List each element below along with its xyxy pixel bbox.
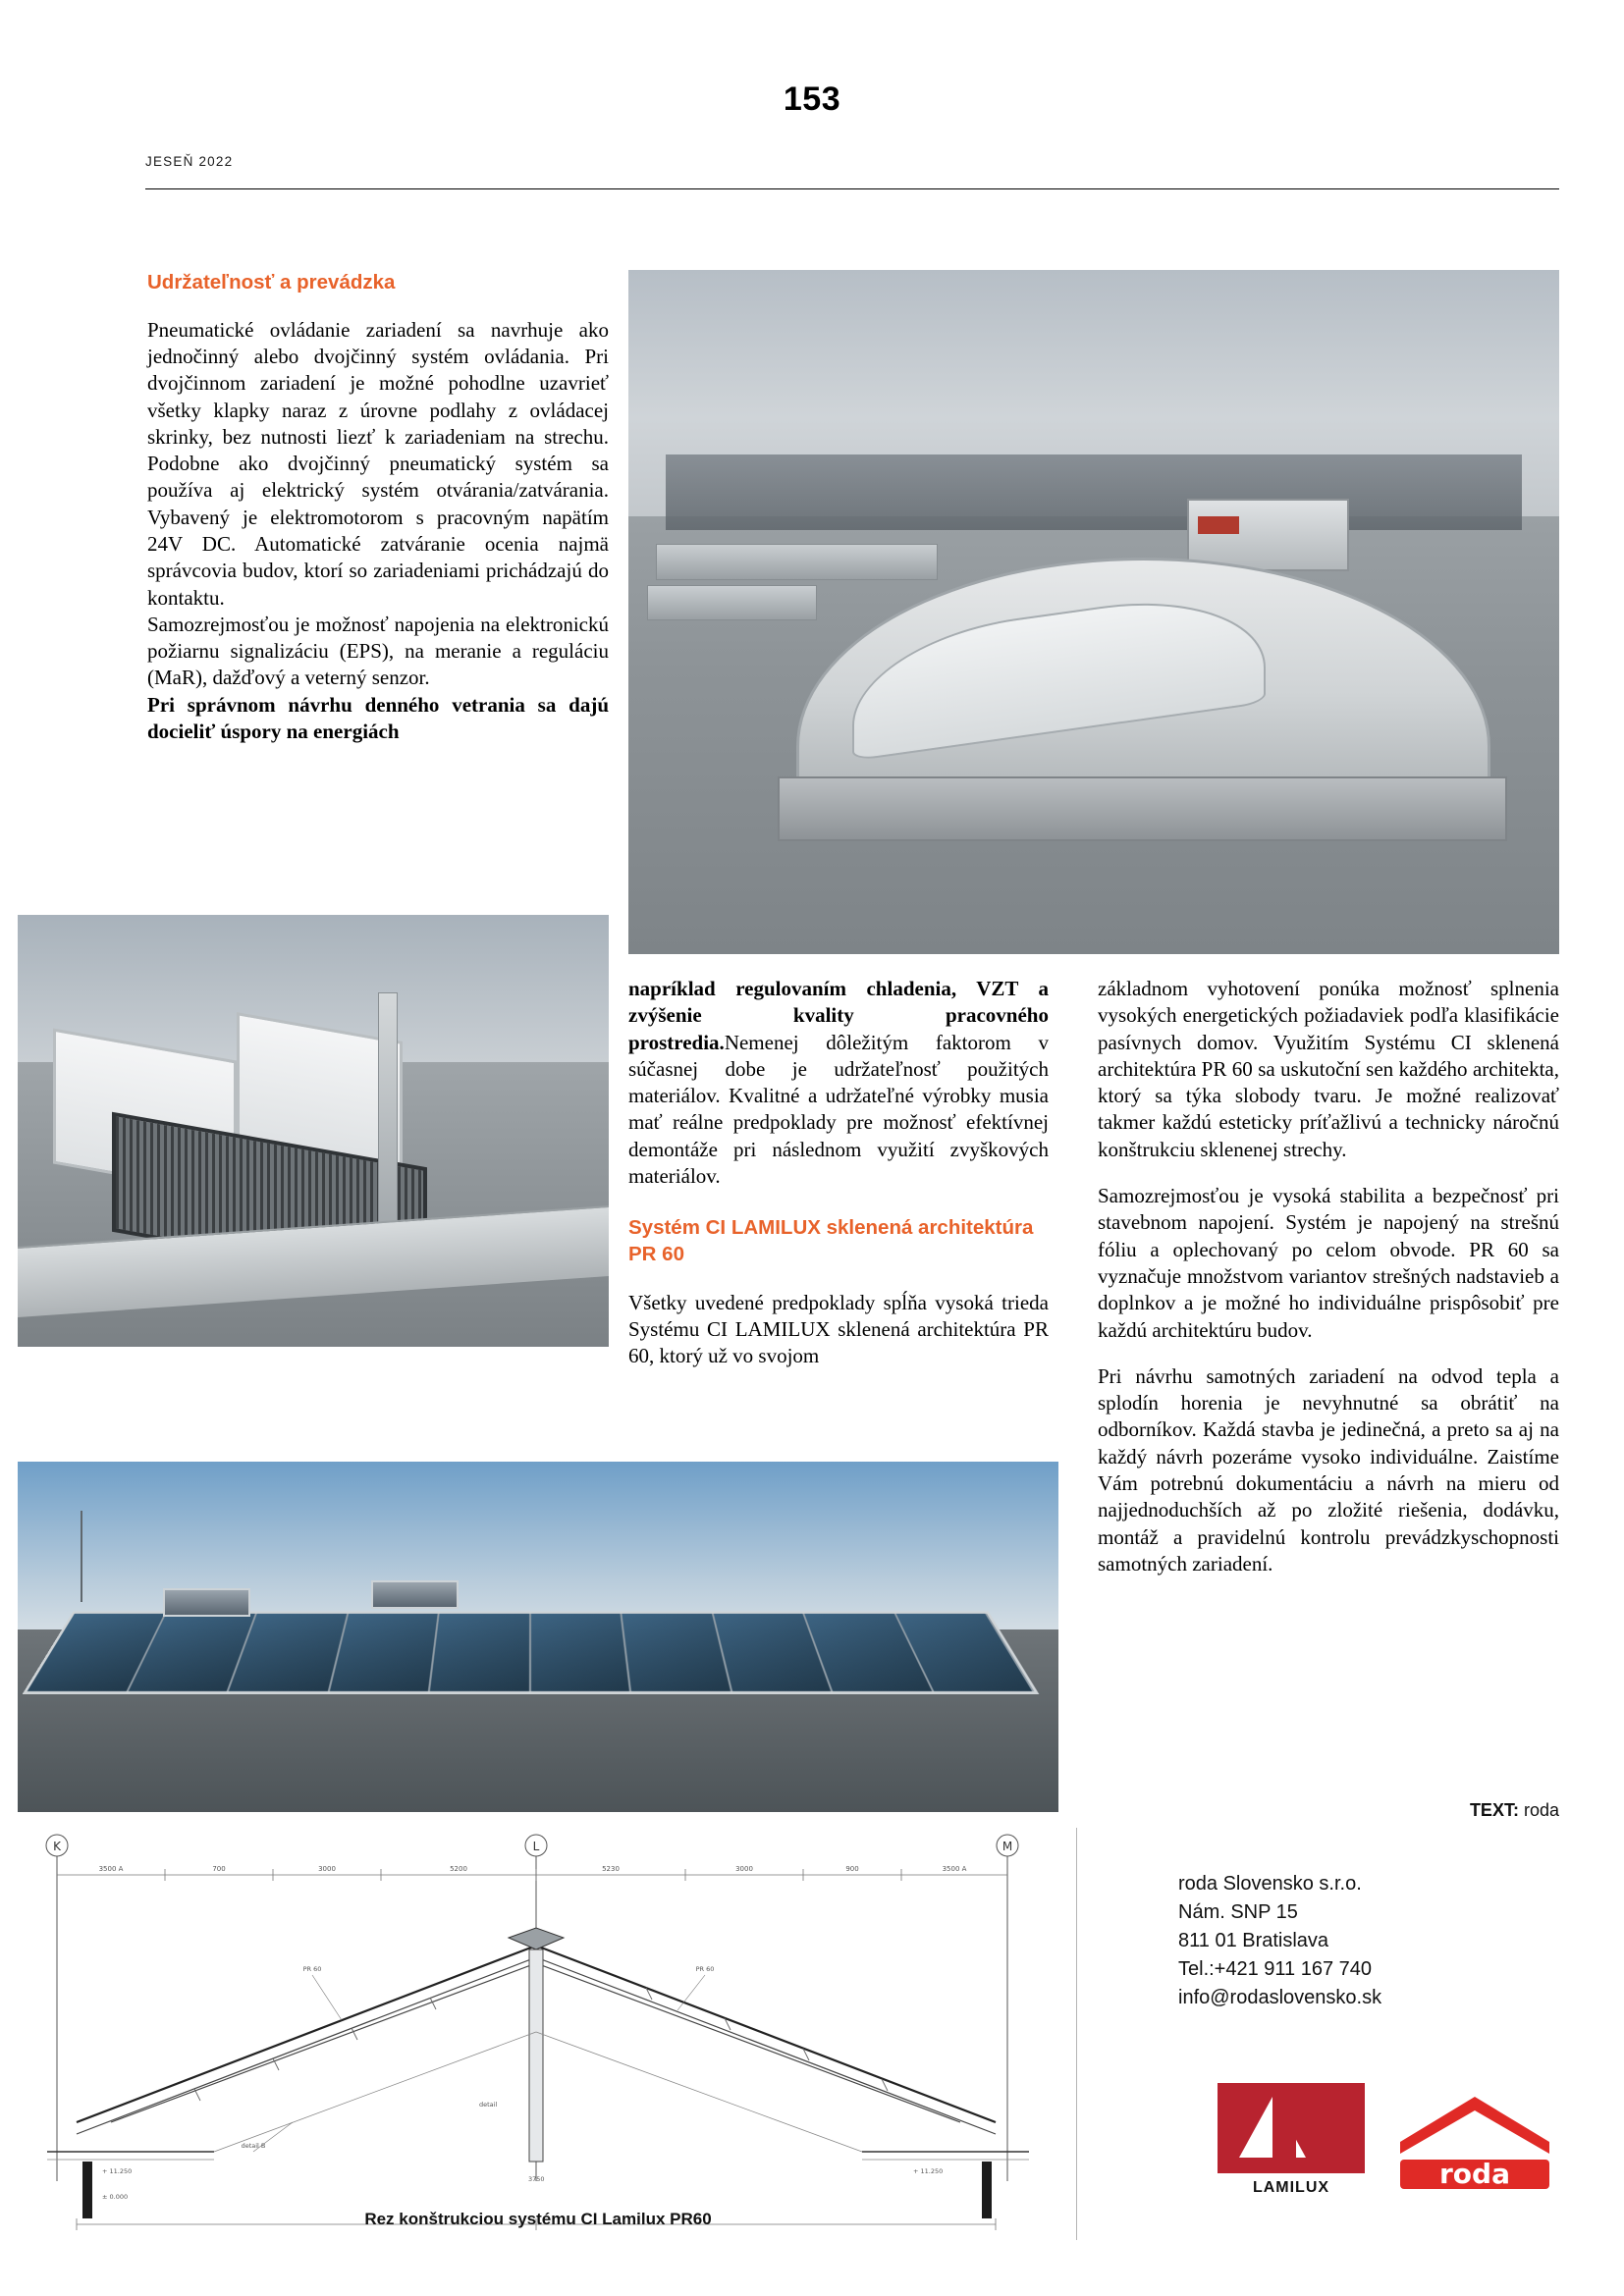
page-number: 153 — [783, 80, 841, 118]
svg-text:3750: 3750 — [528, 2175, 545, 2183]
right-paragraph-3: Pri návrhu samotných zariadení na odvod tepla a splodín horenia je nevyhnutné sa obrátiť na odborníkov. Každá stavba je jedinečná, a preto sa aj na každý návrh pozeráme vysoko individuálne. Zaistíme Vám potrebnú dokumentáciu a návrh na mieru od najjednoduchších až po zložité riešenia, dodávku, montáž a pravidelnú kontrolu prevádzkyschopnosti samotných zariadení. — [1098, 1363, 1559, 1575]
background-buildings — [666, 454, 1522, 530]
glass-panel-band — [23, 1611, 1039, 1693]
roda-logo — [1390, 2089, 1559, 2199]
logo-strip — [1218, 2083, 1559, 2209]
svg-text:5230: 5230 — [602, 1865, 620, 1873]
middle-subheading: Systém CI LAMILUX sklenená architektúra PR 60 — [628, 1216, 1034, 1266]
antenna-mast — [81, 1511, 82, 1602]
roof-hatch-1 — [163, 1588, 250, 1617]
roof-hatch-2 — [371, 1580, 459, 1609]
middle-lead-paragraph — [628, 976, 1049, 1190]
svg-text:L: L — [532, 1840, 540, 1853]
contact-company: roda Slovensko s.r.o. — [1178, 1873, 1362, 1895]
svg-text:5200: 5200 — [450, 1865, 467, 1873]
left-paragraph-2: Samozrejmosťou je možnosť napojenia na elektronickú požiarnu signalizáciu (EPS), na meranie a reguláciu (MaR), dažďový a veterný senzor. — [147, 612, 609, 690]
section-heading: Udržateľnosť a prevádzka — [147, 271, 396, 294]
credit-label: TEXT: — [1469, 1800, 1519, 1820]
left-paragraph-1: Pneumatické ovládanie zariadení sa navrhuje ako jednočinný alebo dvojčinný systém ovládania. Pri dvojčinnom zariadení je možné pohodlne uzavrieť všetky klapky naraz z úrovne podlahy z ovládacej skrinky, bez nutnosti liezť k zariadeniam na strechu. Podobne ako dvojčinný pneumatický systém sa používa aj elektrický systém otvárania/zatvárania. Vybavený je elektromotorom s pracovným napätím 24V DC. Automatické zatváranie ocenia najmä správcovia budov, ktorí so zariadeniami prichádzajú do kontaktu. — [147, 317, 609, 610]
contact-street: Nám. SNP 15 — [1178, 1901, 1298, 1923]
lamilux-logo-text: LAMILUX — [1252, 2179, 1330, 2196]
roof-light-strip-1 — [656, 544, 937, 580]
roda-logo-mark — [1390, 2089, 1559, 2199]
svg-text:700: 700 — [212, 1865, 226, 1873]
middle-lead-bold: napríklad regulovaním chladenia, VZT a zvýšenie kvality pracovného prostredia. — [628, 977, 1049, 1054]
left-paragraph-3: Pri správnom návrhu denného vetrania sa dajú docieliť úspory na energiách — [147, 692, 609, 744]
credit-value: roda — [1523, 1800, 1559, 1820]
photo-glazed-roof-ridge — [18, 1462, 1058, 1812]
svg-text:3500 A: 3500 A — [942, 1865, 967, 1873]
svg-text:± 0.000: ± 0.000 — [102, 2193, 129, 2201]
svg-text:detail: detail — [479, 2101, 498, 2109]
svg-text:M: M — [1001, 1840, 1013, 1853]
right-paragraph-1: základnom vyhotovení ponúka možnosť splnenia vysokých energetických požiadaviek podľa klasifikácie pasívnych domov. Využitím Systému CI sklenená architektúra PR 60 sa uskutoční sen každého architekta, ktorý sa týka slobody tvaru. Je možné realizovať takmer každú esteticky príťažlivú a technicky náročnú konštrukciu sklenenej strechy. — [1098, 977, 1559, 1161]
svg-text:roda: roda — [1439, 2158, 1510, 2190]
right-text-column — [1098, 976, 1559, 1597]
svg-text:900: 900 — [845, 1865, 859, 1873]
text-credit — [1098, 1800, 1559, 1821]
middle-text-column — [628, 976, 1049, 1390]
header-divider — [145, 188, 1559, 189]
lamilux-logo-mark — [1218, 2083, 1365, 2173]
issue-label: JESEŇ 2022 — [145, 154, 234, 169]
technical-section-drawing — [18, 1828, 1058, 2240]
svg-text:PR 60: PR 60 — [302, 1965, 322, 1973]
photo-open-smoke-vent — [18, 915, 609, 1347]
lamilux-logo — [1218, 2083, 1365, 2203]
svg-text:PR 60: PR 60 — [695, 1965, 715, 1973]
contact-city: 811 01 Bratislava — [1178, 1930, 1329, 1951]
figure-caption: Rez konštrukciou systému CI Lamilux PR60 — [364, 2210, 712, 2228]
section-drawing-svg — [18, 1828, 1058, 2240]
middle-paragraph-1: Nemenej dôležitým faktorom v súčasnej dobe je udržateľnosť použitých materiálov. Kvalitné a udržateľné výrobky musia mať reálne predpoklady pre možnosť efektívnej demontáže pri následnom využití zvyškových materiálov. — [628, 1030, 1049, 1189]
svg-text:3500 A: 3500 A — [98, 1865, 124, 1873]
photo-rooftop-skylight-dome — [628, 270, 1559, 954]
contact-phone: Tel.:+421 911 167 740 — [1178, 1958, 1373, 1980]
svg-text:3000: 3000 — [735, 1865, 753, 1873]
roof-light-strip-2 — [647, 585, 817, 621]
svg-text:K: K — [53, 1840, 61, 1853]
skylight-base-curb — [778, 776, 1507, 842]
right-paragraph-2: Samozrejmosťou je vysoká stabilita a bezpečnosť pri stavebnom napojení. Systém je napojený na strešnú fóliu a oplechovaný po celom obvode. PR 60 sa vyznačuje množstvom variantov strešných nadstavieb a doplnkov a je možné ho individuálne prispôsobiť pre každú architektúru budov. — [1098, 1184, 1559, 1342]
left-text-column — [147, 270, 609, 745]
svg-text:+ 11.250: + 11.250 — [102, 2167, 133, 2175]
middle-paragraph-2: Všetky uvedené predpoklady spĺňa vysoká trieda Systému CI LAMILUX sklenená architektúra PR 60, ktorý už vo svojom — [628, 1290, 1049, 1368]
svg-text:detail B: detail B — [241, 2142, 266, 2150]
svg-text:+ 11.250: + 11.250 — [913, 2167, 944, 2175]
contact-email[interactable]: info@rodaslovensko.sk — [1178, 1987, 1382, 2008]
svg-text:3000: 3000 — [318, 1865, 336, 1873]
contact-block — [1178, 1870, 1561, 2012]
column-divider — [1076, 1828, 1077, 2240]
